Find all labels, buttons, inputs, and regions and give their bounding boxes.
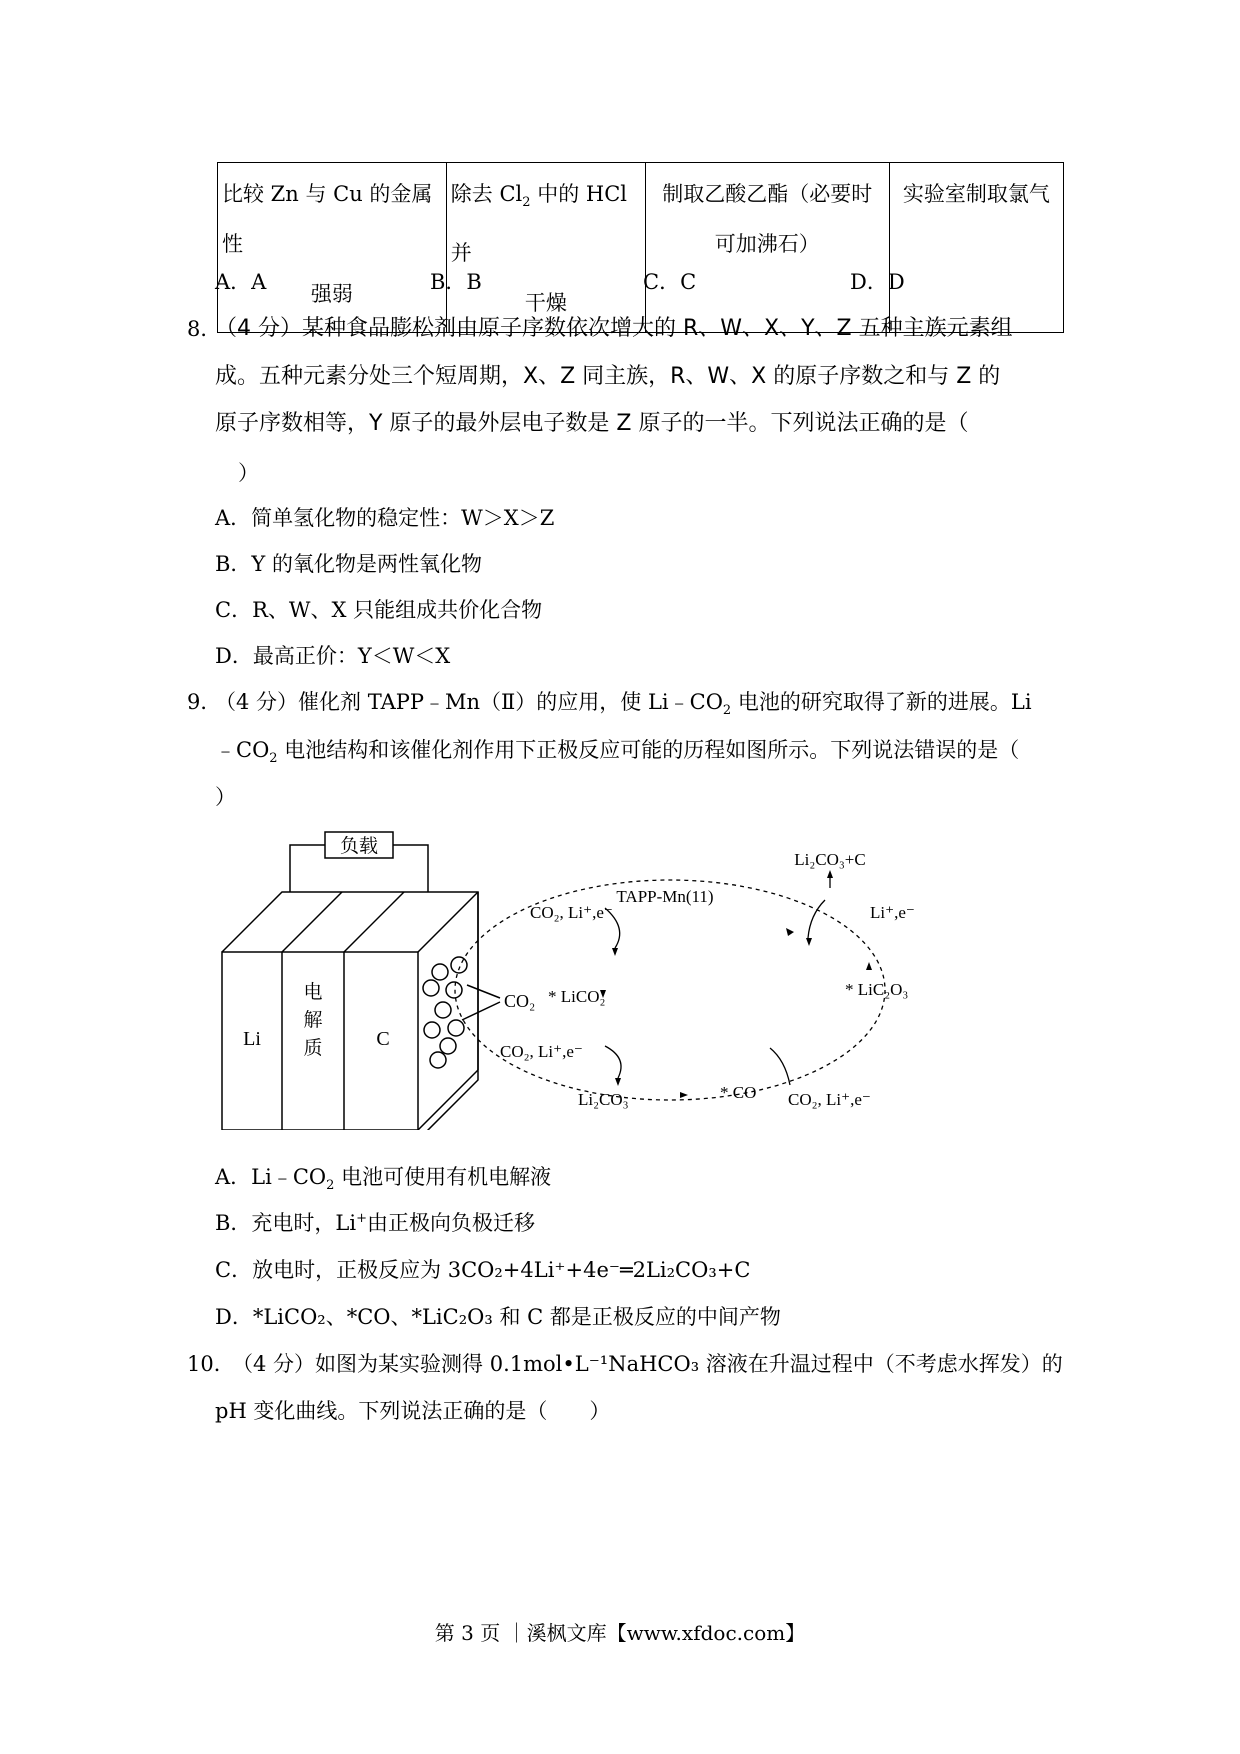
q9-line-1: （4 分）催化剂 TAPP﹣Mn（Ⅱ）的应用，使 $Li﹣CO_2$ 电池的研究取得了新的进展。Li <box>215 690 1032 719</box>
q8-option-c[interactable]: C．R、W、X 只能组成共价化合物 <box>215 598 543 622</box>
c-electrode-label: C <box>376 1028 390 1050</box>
tapp-label: TAPP-Mn(11) <box>616 887 714 906</box>
reaction-cycle <box>455 880 885 1100</box>
li-electrode-label: Li <box>243 1028 261 1050</box>
q9-number: 9． <box>187 690 222 714</box>
electrolyte-label-3: 质 <box>303 1038 323 1059</box>
q7-option-a[interactable]: A．A <box>215 270 267 294</box>
q7-option-b[interactable]: B．B <box>430 270 482 294</box>
q8-line-3: 原子序数相等，Y 原子的最外层电子数是 Z 原子的一半。下列说法正确的是（ <box>215 411 969 436</box>
co-label: * CO <box>720 1083 757 1102</box>
table-cell-c: 制取乙酸乙酯（必要时 可加沸石） <box>645 163 889 333</box>
apparatus-table <box>217 162 1064 333</box>
q7-option-c[interactable]: C．C <box>643 270 697 294</box>
q7-option-d[interactable]: D．D <box>850 270 905 294</box>
li2co3-c-label: Li₂CO₃+C <box>794 850 866 869</box>
q8-option-a[interactable]: A．简单氢化物的稳定性：W＞X＞Z <box>215 506 555 530</box>
q8-line-4: ） <box>238 461 259 485</box>
co2-label: CO₂ <box>504 991 536 1011</box>
reactant-label-li: Li⁺,e⁻ <box>870 903 915 922</box>
q8-line-1: （4 分）某种食品膨松剂由原子序数依次增大的 R、W、X、Y、Z 五种主族元素组 <box>215 316 1013 341</box>
battery-and-mechanis-diagram <box>210 820 970 1130</box>
q8-option-d[interactable]: D．最高正价：Y＜W＜X <box>215 644 451 668</box>
q10-number: 10． <box>187 1352 235 1376</box>
q10-line-1: （4 分）如图为某实验测得 0.1mol•L⁻¹NaHCO₃ 溶液在升温过程中（不考虑水挥发）的 <box>232 1352 1063 1376</box>
table-cell-b: 除去 $Cl_2$ 中的 HCl 并 干燥 <box>446 163 645 333</box>
table-cell-d: 实验室制取氯气 <box>889 163 1063 333</box>
electrolyte-label-2: 解 <box>303 1010 323 1031</box>
q9-option-a[interactable]: A．$Li﹣CO_2$ 电池可使用有机电解液 <box>215 1165 552 1194</box>
q8-line-2: 成。五种元素分处三个短周期，X、Z 同主族，R、W、X 的原子序数之和与 Z 的 <box>215 364 1001 389</box>
lic2o3-label: * LiC₂O₃ <box>845 980 909 999</box>
reactant-label-1: CO₂, Li⁺,e⁻ <box>530 903 613 922</box>
q9-option-d[interactable]: D．*LiCO₂、*CO、*LiC₂O₃ 和 C 都是正极反应的中间产物 <box>215 1305 781 1329</box>
q10-line-2: pH 变化曲线。下列说法正确的是（ ） <box>215 1399 611 1423</box>
page-footer: 第 3 页 ｜溪枫文库【www.xfdoc.com】 <box>434 1621 806 1645</box>
li2co3-label: Li₂CO₃ <box>578 1090 629 1109</box>
battery-diagram <box>222 832 500 1130</box>
q9-option-b[interactable]: B．充电时，Li+由正极向负极迁移 <box>215 1211 535 1235</box>
reactant-label-2: CO₂, Li⁺,e⁻ <box>500 1042 583 1061</box>
q8-option-b[interactable]: B．Y 的氧化物是两性氧化物 <box>215 552 482 576</box>
q9-line-3: ） <box>215 785 236 809</box>
q9-line-2: $﹣CO_2$ 电池结构和该催化剂作用下正极反应可能的历程如图所示。下列说法错误的是（ <box>215 738 1020 767</box>
q8-number: 8． <box>187 317 222 341</box>
electrolyte-label-1: 电 <box>303 982 323 1003</box>
lico2-label: * LiCO₂ <box>548 987 606 1006</box>
load-label: 负载 <box>339 836 379 857</box>
q9-option-c[interactable]: C．放电时，正极反应为 3CO₂+4Li⁺+4e⁻═2Li₂CO₃+C <box>215 1258 751 1282</box>
table-cell-a: 比较 Zn 与 Cu 的金属性 强弱 <box>218 163 447 333</box>
reactant-label-3: CO₂, Li⁺,e⁻ <box>788 1090 871 1109</box>
